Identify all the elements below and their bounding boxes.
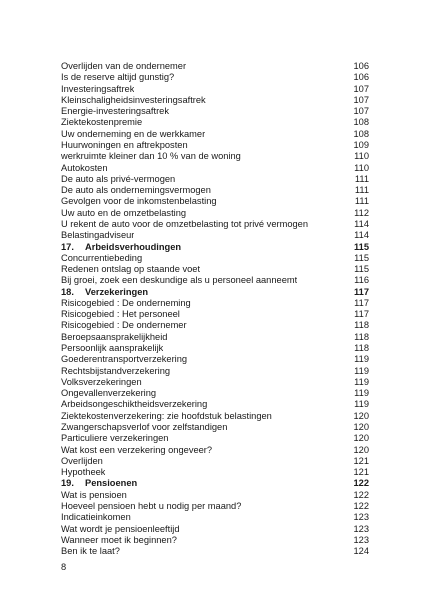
toc-entry-title	[61, 84, 134, 95]
toc-entry	[61, 264, 369, 275]
toc-entry-text: Zwangerschapsverlof voor zelfstandigen	[61, 422, 228, 432]
toc-entry-title	[61, 208, 186, 219]
toc-entry	[61, 411, 369, 422]
toc-entry-title	[61, 456, 103, 467]
toc-entry	[61, 61, 369, 72]
page-number: 8	[61, 562, 67, 572]
toc-entry-text: Redenen ontslag op staande voet	[61, 264, 201, 275]
toc-entry-title	[61, 129, 205, 140]
toc-page-number: 123	[353, 534, 369, 545]
toc-entry	[61, 535, 369, 546]
toc-page-number: 110	[354, 151, 369, 162]
toc-entry-text: Arbeidsongeschiktheidsverzekering	[61, 399, 208, 410]
toc-entry-text: De auto als ondernemingsvermogen	[61, 185, 211, 196]
toc-entry-text: Risicogebied : Het personeel	[61, 309, 180, 320]
toc-entry	[61, 185, 369, 196]
toc-page-number: 118	[354, 331, 369, 342]
toc-entry-text: Belastingadviseur	[61, 230, 135, 241]
toc-entry-title	[61, 253, 142, 264]
toc-page-number: 111	[354, 185, 369, 196]
toc-entry	[61, 512, 369, 523]
toc-entry	[61, 95, 369, 106]
toc-entry	[61, 106, 369, 117]
toc-entry-text: Ziektekostenpremie	[61, 117, 143, 128]
toc-entry-title	[61, 219, 308, 230]
toc-entry-text: Concurrentiebeding	[61, 252, 143, 263]
toc-entry-text: Goederentransportverzekering	[61, 354, 188, 365]
toc-entry-title	[61, 433, 168, 444]
toc-page-number: 119	[354, 388, 369, 399]
toc-entry	[61, 253, 369, 264]
toc-entry-text: Indicatieinkomen	[61, 512, 131, 523]
toc-entry	[61, 399, 369, 410]
toc-entry	[61, 309, 369, 320]
toc-entry-title	[61, 309, 180, 320]
toc-page-number: 122	[353, 500, 369, 511]
toc-entry-text: Gevolgen voor de inkomstenbelasting	[61, 196, 217, 207]
toc-page-number: 121	[353, 455, 369, 466]
table-of-contents	[61, 61, 369, 557]
toc-entry-text: Wat kost een verzekering ongeveer?	[61, 444, 213, 455]
toc-entry	[61, 129, 369, 140]
toc-entry-text: Is de reserve altijd gunstig?	[61, 72, 175, 83]
toc-entry-text: Overlijden van de ondernemer	[61, 61, 187, 71]
toc-entry-title	[61, 332, 167, 343]
toc-page-number: 106	[353, 72, 369, 83]
toc-entry-text: Ben ik te laat?	[61, 546, 120, 557]
toc-entry-title	[61, 445, 212, 456]
chapter-number: 17.	[61, 241, 74, 252]
toc-entry-text: Wat is pensioen	[61, 489, 127, 500]
toc-entry-title	[61, 320, 187, 331]
toc-page-number: 109	[353, 139, 369, 150]
toc-page-number: 116	[354, 275, 369, 286]
toc-entry	[61, 196, 369, 207]
toc-entry-title	[61, 72, 174, 83]
toc-entry	[61, 456, 369, 467]
toc-entry-title	[61, 501, 241, 512]
toc-entry	[61, 366, 369, 377]
toc-page-number: 119	[354, 399, 369, 410]
toc-page-number: 107	[353, 106, 369, 117]
toc-entry-title	[61, 535, 177, 546]
toc-page-number: 108	[353, 117, 369, 128]
toc-entry	[61, 230, 369, 241]
toc-page-number: 107	[353, 83, 369, 94]
toc-entry-text: Verzekeringen	[85, 286, 149, 297]
toc-entry-text: Hoeveel pensioen hebt u nodig per maand?	[61, 500, 242, 511]
toc-entry	[61, 433, 369, 444]
toc-entry-text: Persoonlijk aansprakelijk	[61, 343, 164, 354]
toc-entry-title	[61, 411, 272, 422]
toc-chapter-heading	[61, 242, 369, 253]
toc-page-number: 115	[354, 252, 369, 263]
toc-entry	[61, 354, 369, 365]
toc-entry-title	[61, 117, 142, 128]
toc-entry	[61, 174, 369, 185]
toc-entry	[61, 546, 369, 557]
toc-entry	[61, 84, 369, 95]
toc-entry-title	[61, 490, 127, 501]
toc-entry-title	[61, 399, 207, 410]
toc-entry-title	[61, 287, 148, 298]
chapter-number: 18.	[61, 286, 74, 297]
toc-entry-title	[61, 95, 206, 106]
toc-page-number: 120	[353, 422, 369, 432]
toc-page-number: 111	[354, 173, 369, 184]
toc-entry	[61, 388, 369, 399]
toc-page-number: 122	[353, 489, 369, 500]
toc-entry	[61, 377, 369, 388]
toc-entry	[61, 422, 369, 433]
toc-page-number: 108	[353, 128, 369, 139]
toc-entry-text: Investeringsaftrek	[61, 83, 135, 94]
toc-page-number: 112	[354, 207, 369, 218]
toc-page-number: 117	[354, 286, 369, 297]
toc-entry-text: Ziektekostenverzekering: zie hoofdstuk belastingen	[61, 410, 272, 421]
toc-entry	[61, 467, 369, 478]
toc-page-number: 118	[354, 320, 369, 331]
toc-entry-title	[61, 140, 188, 151]
toc-page-number: 119	[354, 354, 369, 365]
toc-entry	[61, 524, 369, 535]
toc-entry-title	[61, 61, 186, 72]
toc-entry-text: Kleinschaligheidsinvesteringsaftrek	[61, 94, 206, 105]
toc-entry	[61, 151, 369, 162]
toc-entry-text: Beroepsaansprakelijkheid	[61, 331, 168, 342]
toc-entry-title	[61, 242, 181, 253]
chapter-number: 19.	[61, 478, 74, 489]
toc-entry	[61, 163, 369, 174]
toc-entry-text: Uw auto en de omzetbelasting	[61, 207, 187, 218]
toc-page-number: 117	[354, 309, 369, 320]
toc-entry-title	[61, 546, 120, 557]
toc-entry	[61, 72, 369, 83]
toc-entry	[61, 117, 369, 128]
toc-entry	[61, 298, 369, 309]
toc-page-number: 119	[354, 376, 369, 387]
toc-entry-text: Risicogebied : De ondernemer	[61, 320, 187, 331]
toc-page-number: 107	[353, 94, 369, 105]
toc-page-number: 115	[354, 241, 369, 252]
toc-entry-title	[61, 366, 170, 377]
toc-entry-title	[61, 422, 227, 433]
toc-page-number: 119	[354, 365, 369, 376]
toc-page-number: 115	[354, 264, 369, 275]
toc-entry-text: De auto als privé-vermogen	[61, 173, 176, 184]
toc-entry	[61, 320, 369, 331]
toc-page-number: 121	[353, 467, 369, 478]
toc-entry	[61, 332, 369, 343]
toc-entry-text: Arbeidsverhoudingen	[85, 241, 182, 252]
toc-page-number: 120	[353, 444, 369, 455]
toc-entry	[61, 219, 369, 230]
toc-chapter-heading	[61, 287, 369, 298]
toc-page-number: 122	[353, 478, 369, 489]
toc-page-number: 110	[354, 162, 369, 173]
toc-entry-text: werkruimte kleiner dan 10 % van de woning	[61, 151, 241, 162]
toc-page-number: 120	[353, 410, 369, 421]
toc-entry-title	[61, 196, 217, 207]
toc-entry-title	[61, 354, 187, 365]
toc-page-number: 120	[353, 433, 369, 444]
toc-entry-title	[61, 478, 137, 489]
toc-entry-text: Overlijden	[61, 455, 103, 466]
toc-entry	[61, 445, 369, 456]
toc-entry-title	[61, 151, 241, 162]
toc-page-number: 123	[353, 512, 369, 523]
toc-entry	[61, 275, 369, 286]
toc-entry-title	[61, 275, 297, 286]
toc-entry-title	[61, 467, 105, 478]
toc-entry-title	[61, 512, 131, 523]
toc-entry-title	[61, 106, 169, 117]
toc-page-number: 114	[354, 230, 369, 241]
toc-entry-text: Risicogebied : De onderneming	[61, 297, 191, 308]
toc-entry-title	[61, 298, 191, 309]
toc-entry-text: Energie-investeringsaftrek	[61, 106, 169, 117]
toc-entry-text: Pensioenen	[85, 478, 138, 489]
toc-entry-text: Wat wordt je pensioenleeftijd	[61, 523, 180, 534]
toc-entry-title	[61, 388, 156, 399]
toc-entry	[61, 140, 369, 151]
toc-entry-text: Wanneer moet ik beginnen?	[61, 534, 177, 545]
toc-page-number: 114	[354, 218, 369, 229]
toc-page-number: 117	[354, 297, 369, 308]
toc-entry-title	[61, 524, 180, 535]
toc-entry-title	[61, 377, 142, 388]
toc-entry	[61, 343, 369, 354]
toc-page-number: 123	[353, 523, 369, 534]
toc-page-number: 118	[354, 343, 369, 354]
toc-entry	[61, 208, 369, 219]
toc-chapter-heading	[61, 478, 369, 489]
toc-entry-text: Uw onderneming en de werkkamer	[61, 128, 206, 139]
toc-entry	[61, 490, 369, 501]
toc-entry-title	[61, 343, 163, 354]
toc-page-number: 106	[353, 61, 369, 71]
toc-entry-title	[61, 264, 200, 275]
toc-page-number: 111	[354, 196, 369, 207]
toc-entry-title	[61, 174, 175, 185]
toc-entry-title	[61, 185, 211, 196]
toc-entry-text: Particuliere verzekeringen	[61, 433, 169, 444]
toc-entry-title	[61, 230, 134, 241]
toc-entry-text: U rekent de auto voor de omzetbelasting tot privé vermogen	[61, 218, 309, 229]
toc-entry-text: Rechtsbijstandverzekering	[61, 365, 171, 376]
toc-entry-title	[61, 163, 108, 174]
toc-entry-text: Hypotheek	[61, 467, 106, 478]
toc-entry-text: Autokosten	[61, 162, 108, 173]
toc-entry-text: Volksverzekeringen	[61, 376, 142, 387]
toc-entry-text: Ongevallenverzekering	[61, 388, 157, 399]
toc-page-number: 124	[353, 546, 369, 557]
toc-entry-text: Bij groei, zoek een deskundige als u personeel aanneemt	[61, 275, 298, 286]
toc-entry-text: Huurwoningen en aftrekposten	[61, 139, 188, 150]
toc-entry	[61, 501, 369, 512]
